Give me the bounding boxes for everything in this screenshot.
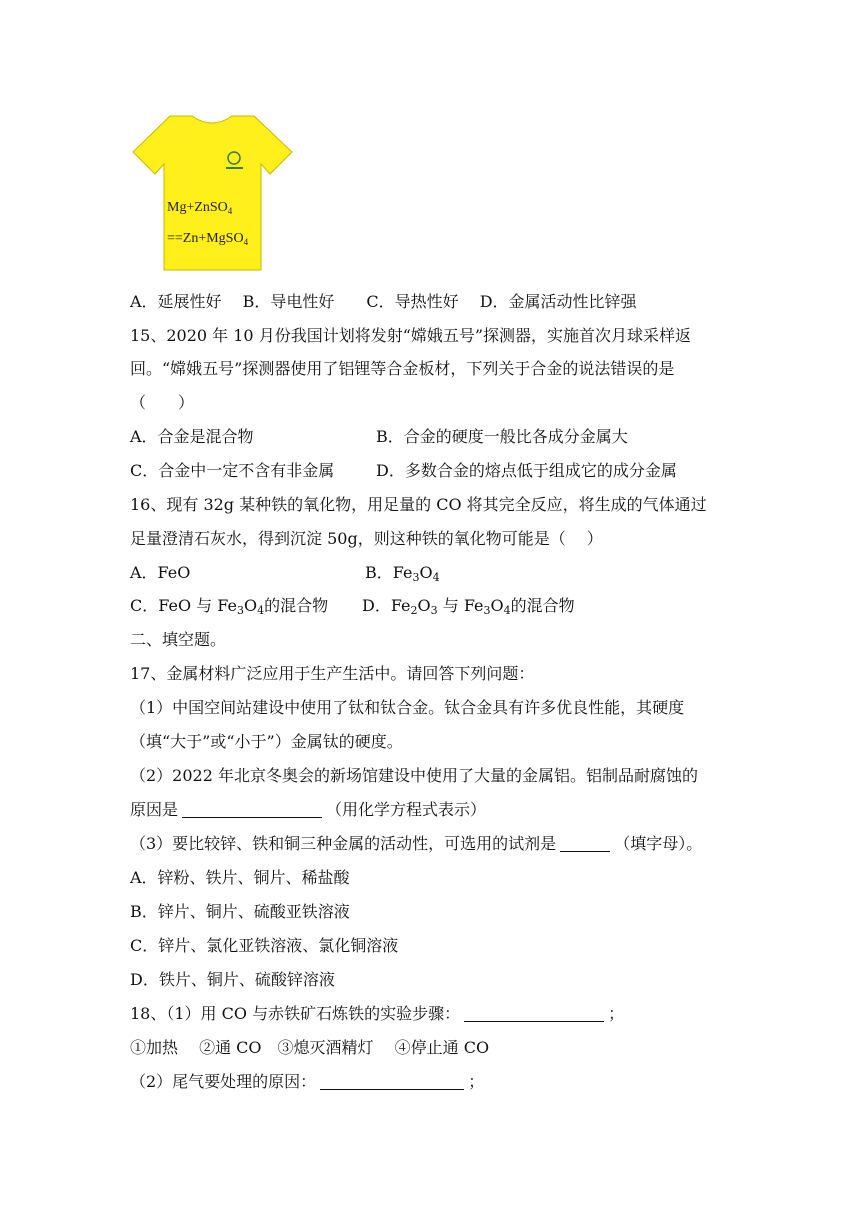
q15-option-c: C．合金中一定不含有非金属: [130, 461, 335, 480]
q15-stem-line2: 回。“嫦娥五号”探测器使用了铝锂等合金板材，下列关于合金的说法错误的是: [130, 359, 675, 378]
answer-blank[interactable]: [320, 1073, 464, 1090]
q17-option-d: D．铁片、铜片、硫酸锌溶液: [130, 970, 335, 989]
q16-stem-line1: 16、现有 32g 某种铁的氧化物，用足量的 CO 将其完全反应，将生成的气体通过: [130, 495, 707, 514]
shirt-equation-line2: ==Zn+MgSO$_4$: [167, 231, 249, 247]
q16-option-c: C．FeO 与 $Fe_3O_4$的混合物: [130, 596, 329, 617]
q15-option-d: D．多数合金的熔点低于组成它的成分金属: [376, 461, 677, 480]
q17-part2-line2: 原因是 （用化学方程式表示）: [130, 800, 487, 819]
q17-option-b: B．锌片、铜片、硫酸亚铁溶液: [130, 902, 350, 921]
q17-part1-line2: （填“大于”或“小于”）金属钛的硬度。: [130, 732, 403, 751]
q18-part2: （2）尾气要处理的原因： ；: [130, 1072, 485, 1091]
q16-option-d: D．$Fe_2O_3$ 与 $Fe_3O_4$的混合物: [362, 596, 575, 617]
q16-stem-line2: 足量澄清石灰水，得到沉淀 50g，则这种铁的氧化物可能是（ ）: [130, 529, 603, 548]
q16-option-b: B．$Fe_3O_4$: [365, 563, 440, 584]
tshirt-image: [130, 112, 295, 274]
answer-blank[interactable]: [182, 801, 322, 818]
shirt-equation-line1: Mg+ZnSO$_4$: [167, 200, 233, 216]
q15-option-a: A．合金是混合物: [130, 427, 254, 446]
answer-blank[interactable]: [464, 1005, 604, 1022]
answer-blank[interactable]: [560, 835, 610, 852]
q17-option-c: C．锌片、氯化亚铁溶液、氯化铜溶液: [130, 936, 399, 955]
q18-part1: 18、（1）用 CO 与赤铁矿石炼铁的实验步骤： ；: [130, 1004, 625, 1023]
q14-options: A．延展性好 B．导电性好 C．导热性好 D．金属活动性比锌强: [130, 292, 637, 311]
q18-steps: ①加热 ②通 CO ③熄灭酒精灯 ④停止通 CO: [130, 1038, 490, 1057]
q16-option-a: A．FeO: [130, 563, 191, 582]
logo-text-mark: [226, 167, 243, 169]
section-heading: 二、填空题。: [130, 630, 227, 649]
q15-option-b: B．合金的硬度一般比各成分金属大: [376, 427, 628, 446]
q17-part1-line1: （1）中国空间站建设中使用了钛和钛合金。钛合金具有许多优良性能，其硬度: [130, 698, 685, 717]
q17-part2-line1: （2）2022 年北京冬奥会的新场馆建设中使用了大量的金属铝。铝制品耐腐蚀的: [130, 766, 698, 785]
q17-part3: （3）要比较锌、铁和铜三种金属的活动性，可选用的试剂是 （填字母）。: [130, 834, 703, 853]
q15-answer-paren: （ ）: [130, 393, 195, 412]
tshirt-shape: [133, 116, 292, 270]
q17-option-a: A．锌粉、铁片、铜片、稀盐酸: [130, 868, 350, 887]
q17-stem: 17、金属材料广泛应用于生产生活中。请回答下列问题：: [130, 664, 535, 683]
q15-stem-line1: 15、2020 年 10 月份我国计划将发射“嫦娥五号”探测器，实施首次月球采样返: [130, 326, 692, 345]
